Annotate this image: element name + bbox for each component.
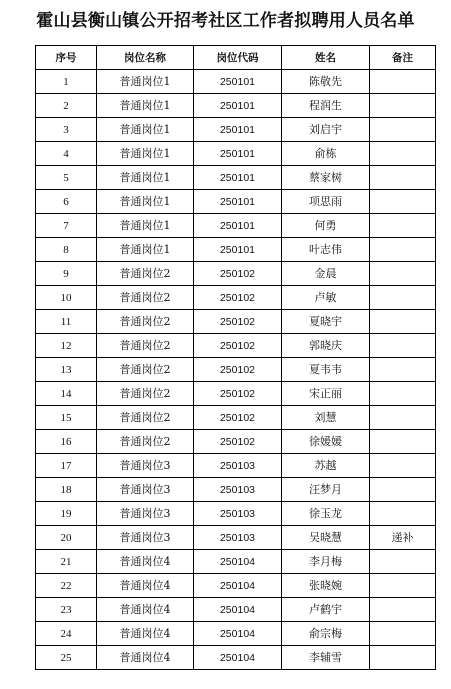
table-row xyxy=(36,526,436,550)
remarks-cell xyxy=(370,358,436,382)
table-row xyxy=(36,622,436,646)
table-row xyxy=(36,262,436,286)
serial-number-cell: 23 xyxy=(36,598,97,622)
person-name-cell: 叶志伟 xyxy=(282,238,370,262)
header-remarks: 备注 xyxy=(370,46,436,70)
roster-table xyxy=(35,45,436,670)
remarks-cell xyxy=(370,310,436,334)
position-name-cell: 普通岗位2 xyxy=(97,310,194,334)
serial-number-cell: 21 xyxy=(36,550,97,574)
position-code-cell: 250103 xyxy=(194,478,282,502)
person-name-cell: 俞宗梅 xyxy=(282,622,370,646)
serial-number-cell: 14 xyxy=(36,382,97,406)
person-name-cell: 李辅雪 xyxy=(282,646,370,670)
position-code-cell: 250101 xyxy=(194,238,282,262)
person-name-cell: 宋正丽 xyxy=(282,382,370,406)
serial-number-cell: 3 xyxy=(36,118,97,142)
position-name-cell: 普通岗位3 xyxy=(97,478,194,502)
position-name-cell: 普通岗位1 xyxy=(97,214,194,238)
remarks-cell xyxy=(370,454,436,478)
person-name-cell: 夏晓宇 xyxy=(282,310,370,334)
remarks-cell: 递补 xyxy=(370,526,436,550)
position-code-cell: 250102 xyxy=(194,310,282,334)
serial-number-cell: 12 xyxy=(36,334,97,358)
serial-number-cell: 20 xyxy=(36,526,97,550)
table-row xyxy=(36,94,436,118)
table-row xyxy=(36,190,436,214)
remarks-cell xyxy=(370,190,436,214)
position-name-cell: 普通岗位1 xyxy=(97,142,194,166)
position-code-cell: 250104 xyxy=(194,598,282,622)
serial-number-cell: 6 xyxy=(36,190,97,214)
remarks-cell xyxy=(370,430,436,454)
position-code-cell: 250102 xyxy=(194,358,282,382)
position-name-cell: 普通岗位2 xyxy=(97,334,194,358)
serial-number-cell: 16 xyxy=(36,430,97,454)
serial-number-cell: 2 xyxy=(36,94,97,118)
table-header-row xyxy=(36,46,436,70)
position-name-cell: 普通岗位4 xyxy=(97,646,194,670)
table-row xyxy=(36,406,436,430)
serial-number-cell: 18 xyxy=(36,478,97,502)
person-name-cell: 项思雨 xyxy=(282,190,370,214)
position-name-cell: 普通岗位4 xyxy=(97,574,194,598)
position-name-cell: 普通岗位2 xyxy=(97,406,194,430)
person-name-cell: 卢鹤宇 xyxy=(282,598,370,622)
position-code-cell: 250104 xyxy=(194,550,282,574)
serial-number-cell: 8 xyxy=(36,238,97,262)
serial-number-cell: 4 xyxy=(36,142,97,166)
position-name-cell: 普通岗位3 xyxy=(97,454,194,478)
position-code-cell: 250101 xyxy=(194,118,282,142)
person-name-cell: 俞栋 xyxy=(282,142,370,166)
position-code-cell: 250102 xyxy=(194,262,282,286)
position-code-cell: 250104 xyxy=(194,574,282,598)
position-code-cell: 250102 xyxy=(194,430,282,454)
remarks-cell xyxy=(370,286,436,310)
table-row xyxy=(36,358,436,382)
person-name-cell: 卢敏 xyxy=(282,286,370,310)
table-row xyxy=(36,214,436,238)
table-row xyxy=(36,646,436,670)
position-code-cell: 250102 xyxy=(194,334,282,358)
serial-number-cell: 1 xyxy=(36,70,97,94)
position-code-cell: 250102 xyxy=(194,382,282,406)
position-code-cell: 250103 xyxy=(194,502,282,526)
remarks-cell xyxy=(370,478,436,502)
person-name-cell: 吴晓慧 xyxy=(282,526,370,550)
remarks-cell xyxy=(370,166,436,190)
person-name-cell: 陈敬先 xyxy=(282,70,370,94)
remarks-cell xyxy=(370,550,436,574)
header-position-code: 岗位代码 xyxy=(194,46,282,70)
position-name-cell: 普通岗位2 xyxy=(97,358,194,382)
serial-number-cell: 5 xyxy=(36,166,97,190)
remarks-cell xyxy=(370,406,436,430)
position-name-cell: 普通岗位1 xyxy=(97,118,194,142)
table-row xyxy=(36,430,436,454)
person-name-cell: 夏韦韦 xyxy=(282,358,370,382)
position-code-cell: 250101 xyxy=(194,214,282,238)
position-code-cell: 250104 xyxy=(194,646,282,670)
position-code-cell: 250102 xyxy=(194,286,282,310)
serial-number-cell: 13 xyxy=(36,358,97,382)
serial-number-cell: 15 xyxy=(36,406,97,430)
serial-number-cell: 22 xyxy=(36,574,97,598)
position-code-cell: 250104 xyxy=(194,622,282,646)
table-row xyxy=(36,70,436,94)
position-code-cell: 250101 xyxy=(194,190,282,214)
serial-number-cell: 24 xyxy=(36,622,97,646)
table-row xyxy=(36,118,436,142)
serial-number-cell: 19 xyxy=(36,502,97,526)
position-code-cell: 250103 xyxy=(194,454,282,478)
remarks-cell xyxy=(370,334,436,358)
table-row xyxy=(36,382,436,406)
position-name-cell: 普通岗位3 xyxy=(97,526,194,550)
table-row xyxy=(36,478,436,502)
serial-number-cell: 7 xyxy=(36,214,97,238)
remarks-cell xyxy=(370,238,436,262)
remarks-cell xyxy=(370,70,436,94)
header-position-name: 岗位名称 xyxy=(97,46,194,70)
position-code-cell: 250101 xyxy=(194,142,282,166)
serial-number-cell: 10 xyxy=(36,286,97,310)
table-row xyxy=(36,574,436,598)
table-row xyxy=(36,334,436,358)
table-row xyxy=(36,598,436,622)
person-name-cell: 刘启宇 xyxy=(282,118,370,142)
remarks-cell xyxy=(370,142,436,166)
table-row xyxy=(36,166,436,190)
person-name-cell: 徐玉龙 xyxy=(282,502,370,526)
remarks-cell xyxy=(370,622,436,646)
position-name-cell: 普通岗位4 xyxy=(97,622,194,646)
position-name-cell: 普通岗位2 xyxy=(97,286,194,310)
person-name-cell: 张晓婉 xyxy=(282,574,370,598)
person-name-cell: 程润生 xyxy=(282,94,370,118)
position-name-cell: 普通岗位2 xyxy=(97,382,194,406)
position-name-cell: 普通岗位4 xyxy=(97,598,194,622)
table-row xyxy=(36,142,436,166)
remarks-cell xyxy=(370,574,436,598)
person-name-cell: 郭晓庆 xyxy=(282,334,370,358)
person-name-cell: 徐媛媛 xyxy=(282,430,370,454)
person-name-cell: 何勇 xyxy=(282,214,370,238)
person-name-cell: 李月梅 xyxy=(282,550,370,574)
person-name-cell: 金晨 xyxy=(282,262,370,286)
position-name-cell: 普通岗位1 xyxy=(97,238,194,262)
remarks-cell xyxy=(370,502,436,526)
header-serial-number: 序号 xyxy=(36,46,97,70)
position-name-cell: 普通岗位4 xyxy=(97,550,194,574)
table-row xyxy=(36,502,436,526)
table-row xyxy=(36,310,436,334)
serial-number-cell: 25 xyxy=(36,646,97,670)
position-name-cell: 普通岗位1 xyxy=(97,70,194,94)
remarks-cell xyxy=(370,214,436,238)
person-name-cell: 苏越 xyxy=(282,454,370,478)
person-name-cell: 蔡家树 xyxy=(282,166,370,190)
position-name-cell: 普通岗位3 xyxy=(97,502,194,526)
remarks-cell xyxy=(370,598,436,622)
position-code-cell: 250102 xyxy=(194,406,282,430)
serial-number-cell: 17 xyxy=(36,454,97,478)
serial-number-cell: 9 xyxy=(36,262,97,286)
remarks-cell xyxy=(370,382,436,406)
position-name-cell: 普通岗位1 xyxy=(97,166,194,190)
serial-number-cell: 11 xyxy=(36,310,97,334)
person-name-cell: 汪梦月 xyxy=(282,478,370,502)
table-body xyxy=(36,70,436,670)
position-code-cell: 250101 xyxy=(194,166,282,190)
position-code-cell: 250101 xyxy=(194,70,282,94)
remarks-cell xyxy=(370,262,436,286)
table-row xyxy=(36,286,436,310)
position-code-cell: 250101 xyxy=(194,94,282,118)
table-row xyxy=(36,238,436,262)
position-name-cell: 普通岗位2 xyxy=(97,262,194,286)
header-person-name: 姓名 xyxy=(282,46,370,70)
document-title: 霍山县衡山镇公开招考社区工作者拟聘用人员名单 xyxy=(36,11,415,31)
person-name-cell: 刘慧 xyxy=(282,406,370,430)
position-name-cell: 普通岗位1 xyxy=(97,190,194,214)
remarks-cell xyxy=(370,646,436,670)
position-name-cell: 普通岗位1 xyxy=(97,94,194,118)
remarks-cell xyxy=(370,118,436,142)
position-name-cell: 普通岗位2 xyxy=(97,430,194,454)
remarks-cell xyxy=(370,94,436,118)
table-row xyxy=(36,454,436,478)
position-code-cell: 250103 xyxy=(194,526,282,550)
table-row xyxy=(36,550,436,574)
